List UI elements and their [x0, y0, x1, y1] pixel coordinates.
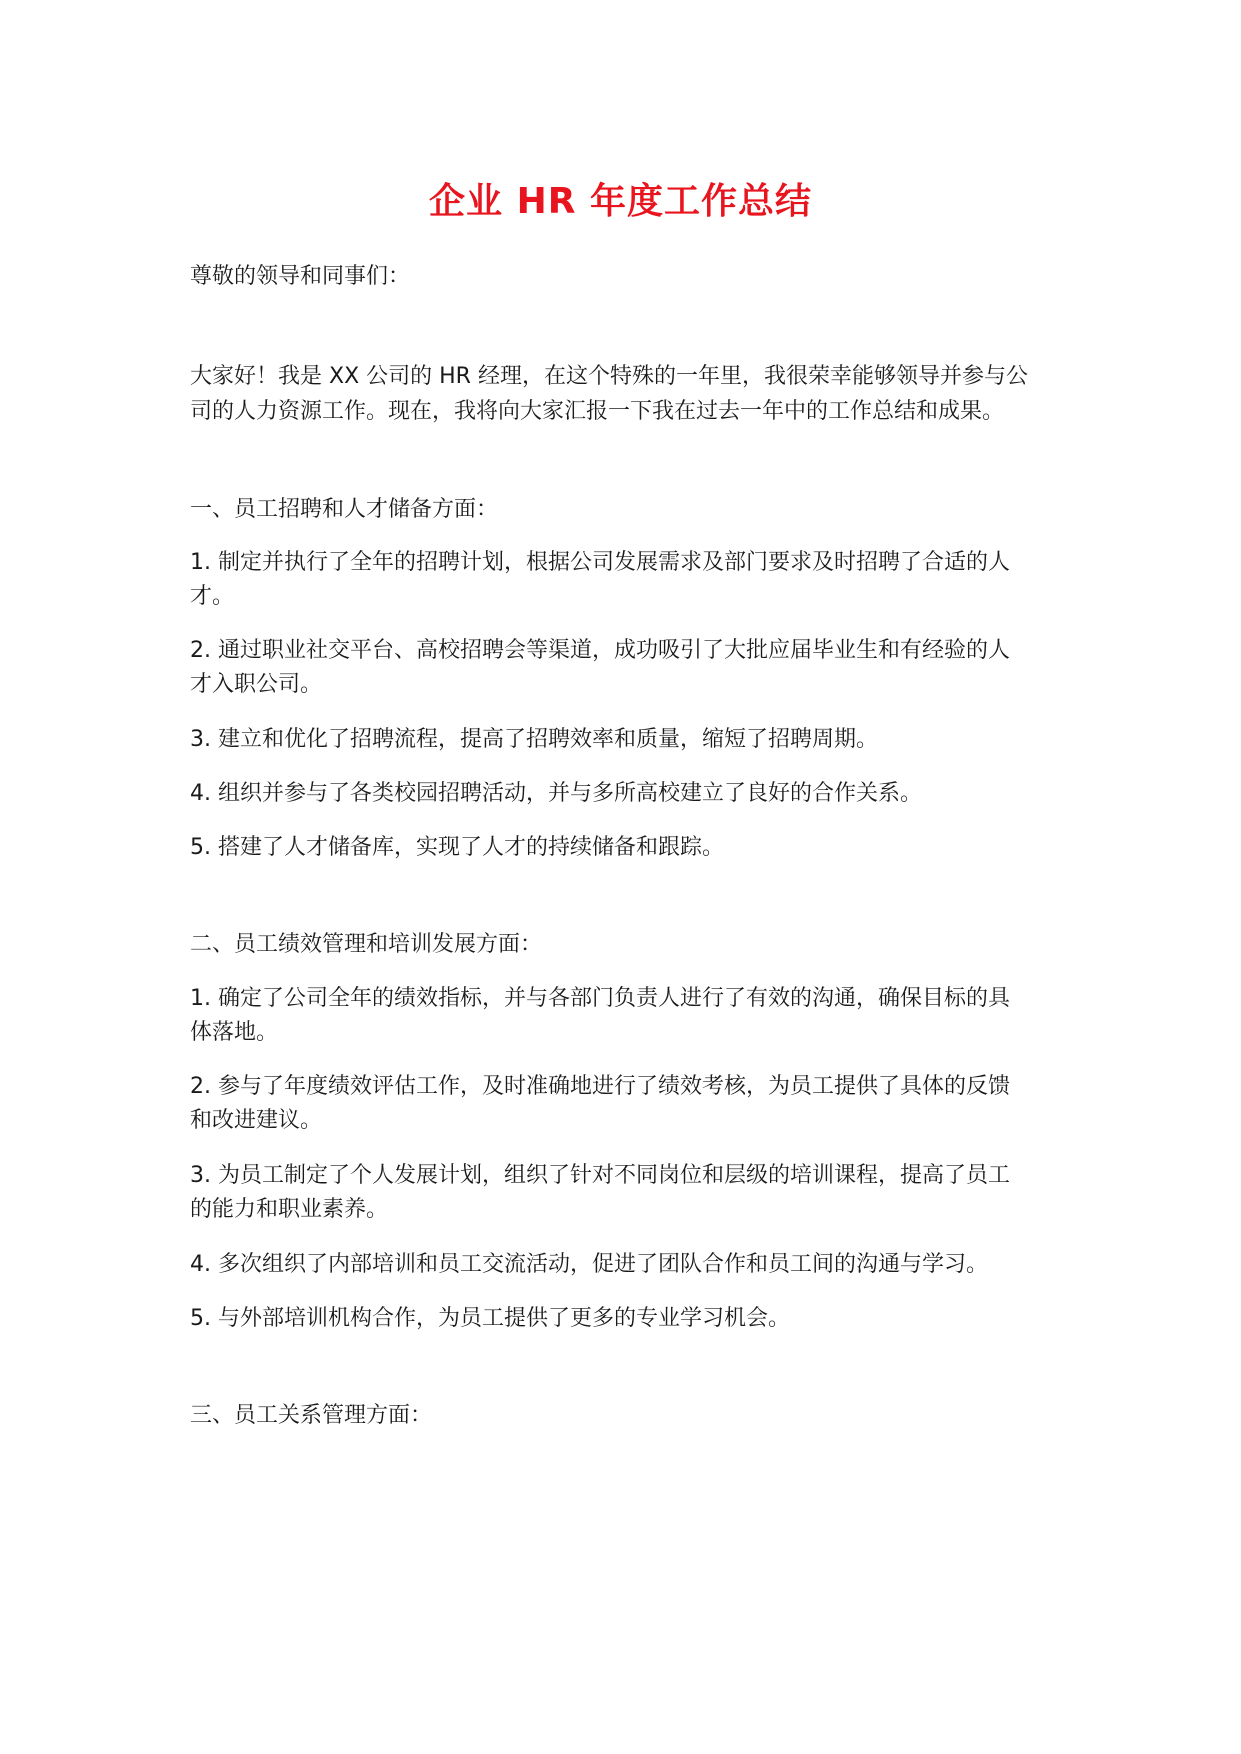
section-1-heading: 一、员工招聘和人才储备方面：: [190, 497, 499, 522]
section-2-item-3-line-1: 3. 为员工制定了个人发展计划，组织了针对不同岗位和层级的培训课程，提高了员工: [190, 1163, 1010, 1188]
section-2-item-1-line-2: 体落地。: [190, 1020, 279, 1045]
section-2-item-5: 5. 与外部培训机构合作，为员工提供了更多的专业学习机会。: [190, 1306, 790, 1331]
intro-line-2: 司的人力资源工作。现在，我将向大家汇报一下我在过去一年中的工作总结和成果。: [190, 399, 1005, 424]
section-1-item-3: 3. 建立和优化了招聘流程，提高了招聘效率和质量，缩短了招聘周期。: [190, 727, 878, 752]
section-1-item-2-line-2: 才入职公司。: [190, 672, 323, 697]
salutation: 尊敬的领导和同事们：: [190, 264, 411, 289]
section-2-item-4: 4. 多次组织了内部培训和员工交流活动，促进了团队合作和员工间的沟通与学习。: [190, 1252, 988, 1277]
section-2-item-2-line-1: 2. 参与了年度绩效评估工作，及时准确地进行了绩效考核，为员工提供了具体的反馈: [190, 1074, 1010, 1099]
section-2-item-1-line-1: 1. 确定了公司全年的绩效指标，并与各部门负责人进行了有效的沟通，确保目标的具: [190, 986, 1010, 1011]
section-3-heading: 三、员工关系管理方面：: [190, 1403, 433, 1428]
section-1-item-5: 5. 搭建了人才储备库，实现了人才的持续储备和跟踪。: [190, 835, 724, 860]
intro-line-1: 大家好！我是 XX 公司的 HR 经理，在这个特殊的一年里，我很荣幸能够领导并参与公: [190, 364, 1028, 389]
document-title: 企业 HR 年度工作总结: [429, 181, 812, 222]
section-2-item-3-line-2: 的能力和职业素养。: [190, 1197, 389, 1222]
section-1-item-2-line-1: 2. 通过职业社交平台、高校招聘会等渠道，成功吸引了大批应届毕业生和有经验的人: [190, 638, 1010, 663]
section-1-item-4: 4. 组织并参与了各类校园招聘活动，并与多所高校建立了良好的合作关系。: [190, 781, 922, 806]
section-2-item-2-line-2: 和改进建议。: [190, 1108, 323, 1133]
section-1-item-1-line-2: 才。: [190, 584, 235, 609]
section-1-item-1-line-1: 1. 制定并执行了全年的招聘计划，根据公司发展需求及部门要求及时招聘了合适的人: [190, 550, 1010, 575]
section-2-heading: 二、员工绩效管理和培训发展方面：: [190, 932, 543, 957]
